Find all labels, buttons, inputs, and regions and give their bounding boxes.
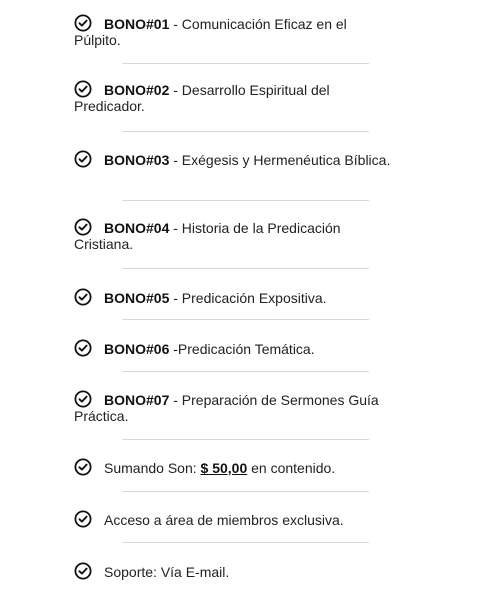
check-circle-icon xyxy=(74,458,92,476)
bonus-name: BONO#07 xyxy=(104,392,170,408)
check-circle-icon xyxy=(74,288,92,306)
bonus-name: BONO#05 xyxy=(104,290,170,306)
bonus-description: -Predicación Temática. xyxy=(169,341,315,357)
support-item xyxy=(74,562,394,580)
bonus-description: - Comunicación Eficaz en el Púlpito. xyxy=(74,16,347,48)
bonus-name: BONO#04 xyxy=(104,220,170,236)
check-circle-icon xyxy=(74,339,92,357)
check-circle-icon xyxy=(74,510,92,528)
bonus-name: BONO#03 xyxy=(104,152,170,168)
divider xyxy=(122,319,369,320)
members-access-item xyxy=(74,510,394,528)
list-item xyxy=(74,390,394,424)
divider xyxy=(122,491,369,492)
list-item xyxy=(74,80,394,114)
bonus-name: BONO#02 xyxy=(104,82,170,98)
list-item xyxy=(74,288,394,306)
support-text: Soporte: Vía E-mail. xyxy=(104,564,230,580)
check-circle-icon xyxy=(74,218,92,236)
bonus-name: BONO#06 xyxy=(104,341,170,357)
bonus-description: - Historia de la Predicación Cristiana. xyxy=(74,220,341,252)
bonus-description: - Desarrollo Espiritual del Predicador. xyxy=(74,82,330,114)
check-circle-icon xyxy=(74,80,92,98)
members-text: Acceso a área de miembros exclusiva. xyxy=(104,512,344,528)
divider xyxy=(122,542,369,543)
divider xyxy=(122,131,369,132)
list-item xyxy=(74,14,394,48)
total-price: $ 50,00 xyxy=(200,460,248,476)
divider xyxy=(122,63,369,64)
total-prefix: Sumando Son: xyxy=(104,460,201,476)
bonus-description: - Preparación de Sermones Guía Práctica. xyxy=(74,392,379,424)
bonus-description: - Predicación Expositiva. xyxy=(169,290,327,306)
bonus-description: - Exégesis y Hermenéutica Bíblica. xyxy=(169,152,391,168)
list-item xyxy=(74,339,394,357)
total-suffix: en contenido. xyxy=(247,460,336,476)
divider xyxy=(122,371,369,372)
check-circle-icon xyxy=(74,562,92,580)
bonus-name: BONO#01 xyxy=(104,16,170,32)
list-item xyxy=(74,150,394,168)
check-circle-icon xyxy=(74,390,92,408)
check-circle-icon xyxy=(74,14,92,32)
list-item xyxy=(74,218,394,252)
divider xyxy=(122,439,369,440)
divider xyxy=(122,268,369,269)
check-circle-icon xyxy=(74,150,92,168)
total-value-item xyxy=(74,458,394,476)
divider xyxy=(122,200,369,201)
